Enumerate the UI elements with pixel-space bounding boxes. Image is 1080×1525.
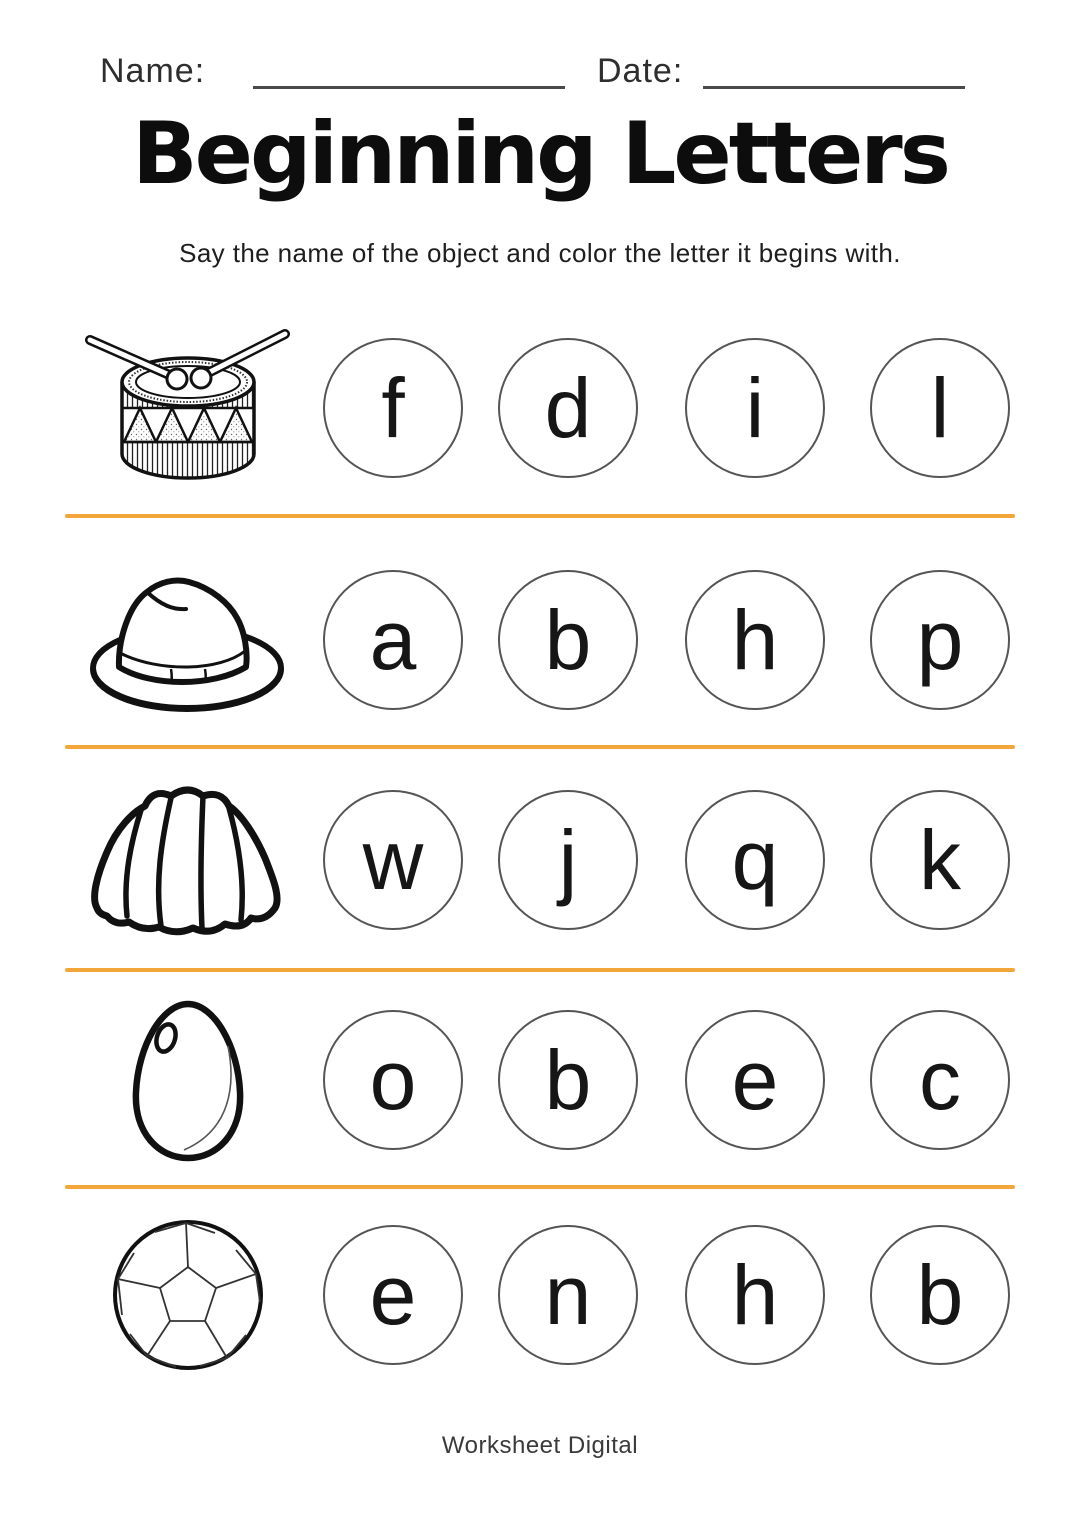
letter-circle[interactable] [685,790,825,930]
letter-circle[interactable] [323,338,463,478]
letter-option: k [919,813,961,907]
letter-option: e [731,1033,779,1127]
letter-circle[interactable] [323,570,463,710]
worksheet-row-ball [0,1200,1080,1390]
letter-circle[interactable] [323,1225,463,1365]
jelly-icon [65,765,310,955]
letter-option: j [558,813,578,907]
brand-footer: Worksheet Digital [441,1432,639,1459]
letter-circle[interactable] [498,1225,638,1365]
letter-option: p [916,593,964,687]
letter-option: d [544,361,592,455]
egg-icon [65,985,310,1175]
letter-circle[interactable] [870,790,1010,930]
instructions-text: Say the name of the object and color the letter it begins with. [179,238,901,268]
date-label: Date: [597,52,684,90]
letter-option: c [919,1033,961,1127]
letter-circle[interactable] [685,1010,825,1150]
name-label: Name: [100,52,206,90]
letter-option: f [381,361,405,455]
letter-circle[interactable] [685,570,825,710]
letter-option: a [369,593,417,687]
date-field[interactable] [703,86,965,89]
letter-circle[interactable] [870,1010,1010,1150]
worksheet-row-hat [0,545,1080,735]
worksheet-row-jelly [0,765,1080,955]
letter-option: q [731,813,779,907]
worksheet-row-drum [0,313,1080,503]
name-field[interactable] [253,86,565,89]
letter-circle[interactable] [685,338,825,478]
letter-option: b [916,1248,964,1342]
letter-option: n [544,1248,592,1342]
hat-icon [65,545,310,735]
letter-circle[interactable] [498,1010,638,1150]
letter-circle[interactable] [323,1010,463,1150]
page-title: Beginning Letters [132,104,948,204]
letter-option: l [930,361,950,455]
letter-option: i [745,361,765,455]
letter-circle[interactable] [870,338,1010,478]
letter-circle[interactable] [498,790,638,930]
row-divider [65,514,1015,518]
letter-option: w [362,813,424,907]
row-divider [65,745,1015,749]
letter-circle[interactable] [685,1225,825,1365]
letter-option: h [731,1248,779,1342]
letter-option: o [369,1033,417,1127]
letter-option: h [731,593,779,687]
row-divider [65,968,1015,972]
soccer-ball-icon [65,1200,310,1390]
letter-option: b [544,593,592,687]
row-divider [65,1185,1015,1189]
letter-circle[interactable] [870,570,1010,710]
drum-icon [65,313,310,503]
worksheet-row-egg [0,985,1080,1175]
letter-circle[interactable] [323,790,463,930]
letter-circle[interactable] [870,1225,1010,1365]
letter-option: e [369,1248,417,1342]
letter-circle[interactable] [498,570,638,710]
letter-option: b [544,1033,592,1127]
letter-circle[interactable] [498,338,638,478]
